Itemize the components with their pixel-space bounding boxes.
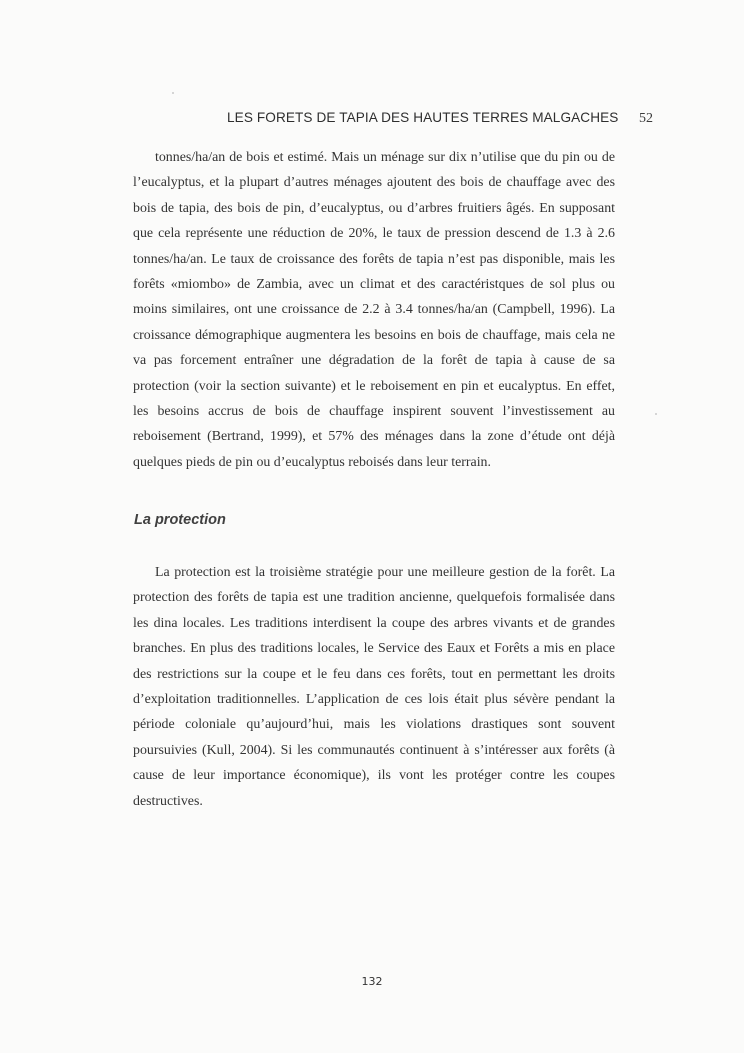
footer-page-number: 132 [361, 975, 383, 988]
scan-speck [172, 92, 174, 94]
running-title: LES FORETS DE TAPIA DES HAUTES TERRES MALGACHES [227, 110, 619, 125]
section-heading: La protection [134, 512, 226, 528]
scan-speck [655, 413, 657, 415]
running-header [0, 110, 744, 130]
header-page-number: 52 [639, 111, 653, 126]
body-paragraph: La protection est la troisième stratégie pour une meilleure gestion de la forêt. La protection des forêts de tapia est une tradition ancienne, quelquefois formalisée dans les dina locales. Les traditions interdisent la coupe des arbres vivants et de grandes branches. En plus des traditions locales, le Service des Eaux et Forêts a mis en place des restrictions sur la coupe et le feu dans ces forêts, tout en permettant les droits d’exploitation traditionnelles. L’application de ces lois était plus sévère pendant la période coloniale qu’aujourd’hui, mais les violations drastiques sont souvent poursuivies (Kull, 2004). Si les communautés continuent à s’intéresser aux forêts (à cause de leur importance économique), ils vont les protéger contre les coupes destructives. [133, 565, 615, 809]
body-paragraph: tonnes/ha/an de bois et estimé. Mais un ménage sur dix n’utilise que du pin ou de l’eucalyptus, et la plupart d’autres ménages ajoutent des bois de chauffage avec des bois de tapia, des bois de pin, d’eucalyptus, ou d’arbres fruitiers âgés. En supposant que cela représente une réduction de 20%, le taux de pression descend de 1.3 à 2.6 tonnes/ha/an. Le taux de croissance des forêts de tapia n’est pas disponible, mais les forêts «miombo» de Zambia, avec un climat et des caractéristques de sol plus ou moins similaires, ont une croissance de 2.2 à 3.4 tonnes/ha/an (Campbell, 1996). La croissance démographique augmentera les besoins en bois de chauffage, mais cela ne va pas forcement entraîner une dégradation de la forêt de tapia à cause de sa protection (voir la section suivante) et le reboisement en pin et eucalyptus. En effet, les besoins accrus de bois de chauffage inspirent souvent l’investissement au reboisement (Bertrand, 1999), et 57% des ménages dans la zone d’étude ont déjà quelques pieds de pin ou d’eucalyptus reboisés dans leur terrain. [133, 150, 615, 470]
